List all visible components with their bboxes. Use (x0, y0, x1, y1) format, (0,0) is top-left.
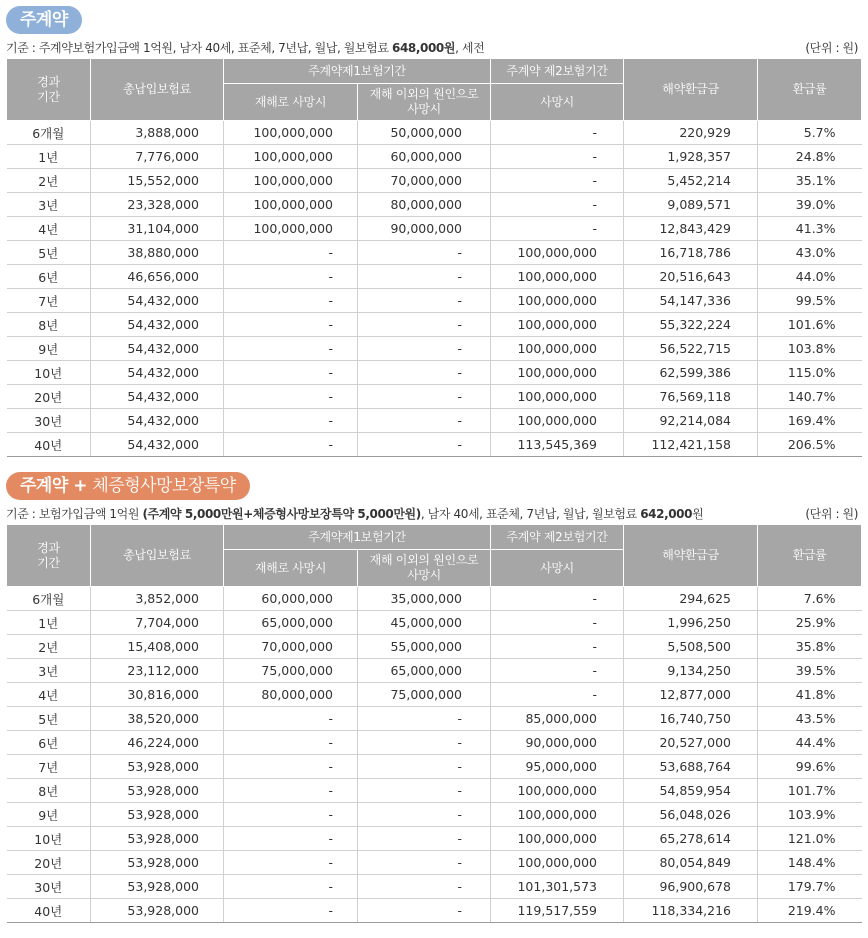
header-total-premium: 총납입보험료 (91, 525, 224, 587)
header-death: 사망시 (491, 84, 624, 121)
non-accident-death-cell: - (358, 313, 491, 337)
death-cell: 113,545,369 (491, 433, 624, 457)
non-accident-death-cell: - (358, 409, 491, 433)
period-cell: 10년 (7, 827, 91, 851)
death-cell: - (491, 217, 624, 241)
total-premium-cell: 7,704,000 (91, 611, 224, 635)
table-row (7, 193, 862, 217)
rate-cell: 121.0% (758, 827, 862, 851)
table-row (7, 851, 862, 875)
death-cell: 100,000,000 (491, 409, 624, 433)
accident-death-cell: 100,000,000 (224, 145, 358, 169)
rate-cell: 219.4% (758, 899, 862, 923)
refund-cell: 56,522,715 (624, 337, 758, 361)
rate-cell: 44.4% (758, 731, 862, 755)
table-row (7, 121, 862, 145)
non-accident-death-cell: 80,000,000 (358, 193, 491, 217)
rate-cell: 99.5% (758, 289, 862, 313)
total-premium-cell: 23,112,000 (91, 659, 224, 683)
header-period: 경과 기간 (7, 525, 91, 587)
non-accident-death-cell: 35,000,000 (358, 587, 491, 611)
refund-cell: 76,569,118 (624, 385, 758, 409)
basis-caption: 기준 : 보험가입금액 1억원 (주계약 5,000만원+체증형사망보장특약 5,000만원), 남자 40세, 표준체, 7년납, 월납, 월보험료 642,000원 (단위 : 원) (0, 504, 868, 524)
refund-cell: 56,048,026 (624, 803, 758, 827)
table-row (7, 707, 862, 731)
total-premium-cell: 53,928,000 (91, 779, 224, 803)
rate-cell: 7.6% (758, 587, 862, 611)
rate-cell: 41.3% (758, 217, 862, 241)
total-premium-cell: 53,928,000 (91, 755, 224, 779)
accident-death-cell: - (224, 313, 358, 337)
period-cell: 7년 (7, 289, 91, 313)
period-cell: 6년 (7, 265, 91, 289)
period-cell: 2년 (7, 635, 91, 659)
total-premium-cell: 54,432,000 (91, 433, 224, 457)
total-premium-cell: 53,928,000 (91, 875, 224, 899)
section-title-main-contract: 주계약 (6, 6, 82, 34)
accident-death-cell: 75,000,000 (224, 659, 358, 683)
header-non-accident-death: 재해 이외의 원인으로 사망시 (358, 550, 491, 587)
death-cell: 90,000,000 (491, 731, 624, 755)
table-row (7, 433, 862, 457)
table-row (7, 409, 862, 433)
period-cell: 30년 (7, 875, 91, 899)
table-row (7, 635, 862, 659)
rate-cell: 43.0% (758, 241, 862, 265)
table-row (7, 313, 862, 337)
table-row (7, 289, 862, 313)
non-accident-death-cell: - (358, 731, 491, 755)
accident-death-cell: 100,000,000 (224, 217, 358, 241)
period-cell: 5년 (7, 707, 91, 731)
main-plus-rider-section (0, 472, 868, 923)
non-accident-death-cell: 60,000,000 (358, 145, 491, 169)
total-premium-cell: 53,928,000 (91, 803, 224, 827)
table-row (7, 803, 862, 827)
total-premium-cell: 3,888,000 (91, 121, 224, 145)
death-cell: 100,000,000 (491, 313, 624, 337)
total-premium-cell: 3,852,000 (91, 587, 224, 611)
table-row (7, 337, 862, 361)
refund-cell: 16,718,786 (624, 241, 758, 265)
non-accident-death-cell: - (358, 899, 491, 923)
header-total-premium: 총납입보험료 (91, 59, 224, 121)
total-premium-cell: 38,520,000 (91, 707, 224, 731)
refund-cell: 1,996,250 (624, 611, 758, 635)
non-accident-death-cell: - (358, 289, 491, 313)
death-cell: 100,000,000 (491, 851, 624, 875)
death-cell: 100,000,000 (491, 779, 624, 803)
table-row (7, 611, 862, 635)
death-cell: 100,000,000 (491, 385, 624, 409)
table-row (7, 265, 862, 289)
total-premium-cell: 46,224,000 (91, 731, 224, 755)
table-row (7, 755, 862, 779)
period-cell: 3년 (7, 193, 91, 217)
refund-cell: 12,843,429 (624, 217, 758, 241)
death-cell: 100,000,000 (491, 337, 624, 361)
death-cell: 100,000,000 (491, 289, 624, 313)
refund-cell: 12,877,000 (624, 683, 758, 707)
rate-cell: 5.7% (758, 121, 862, 145)
non-accident-death-cell: - (358, 707, 491, 731)
period-cell: 4년 (7, 683, 91, 707)
table-row (7, 145, 862, 169)
period-cell: 10년 (7, 361, 91, 385)
accident-death-cell: 80,000,000 (224, 683, 358, 707)
refund-cell: 96,900,678 (624, 875, 758, 899)
total-premium-cell: 54,432,000 (91, 313, 224, 337)
period-cell: 20년 (7, 851, 91, 875)
refund-cell: 65,278,614 (624, 827, 758, 851)
death-cell: - (491, 587, 624, 611)
rate-cell: 115.0% (758, 361, 862, 385)
accident-death-cell: - (224, 241, 358, 265)
total-premium-cell: 53,928,000 (91, 899, 224, 923)
unit-label: (단위 : 원) (805, 41, 858, 55)
death-cell: 85,000,000 (491, 707, 624, 731)
total-premium-cell: 23,328,000 (91, 193, 224, 217)
table-row (7, 779, 862, 803)
header-second-period: 주계약 제2보험기간 (491, 59, 624, 84)
non-accident-death-cell: 65,000,000 (358, 659, 491, 683)
refund-cell: 16,740,750 (624, 707, 758, 731)
header-rate: 환급률 (758, 59, 862, 121)
total-premium-cell: 53,928,000 (91, 827, 224, 851)
accident-death-cell: - (224, 899, 358, 923)
accident-death-cell: 100,000,000 (224, 121, 358, 145)
period-cell: 9년 (7, 803, 91, 827)
total-premium-cell: 30,816,000 (91, 683, 224, 707)
refund-cell: 5,508,500 (624, 635, 758, 659)
non-accident-death-cell: - (358, 875, 491, 899)
rate-cell: 43.5% (758, 707, 862, 731)
refund-cell: 118,334,216 (624, 899, 758, 923)
total-premium-cell: 15,552,000 (91, 169, 224, 193)
rate-cell: 39.0% (758, 193, 862, 217)
rate-cell: 140.7% (758, 385, 862, 409)
table-row (7, 361, 862, 385)
refund-table (6, 58, 862, 457)
table-row (7, 875, 862, 899)
accident-death-cell: - (224, 289, 358, 313)
death-cell: 100,000,000 (491, 241, 624, 265)
accident-death-cell: - (224, 337, 358, 361)
accident-death-cell: - (224, 851, 358, 875)
refund-cell: 62,599,386 (624, 361, 758, 385)
death-cell: - (491, 145, 624, 169)
table-row (7, 659, 862, 683)
rate-cell: 179.7% (758, 875, 862, 899)
period-cell: 3년 (7, 659, 91, 683)
period-cell: 4년 (7, 217, 91, 241)
refund-cell: 9,089,571 (624, 193, 758, 217)
total-premium-cell: 54,432,000 (91, 289, 224, 313)
header-refund: 해약환급금 (624, 59, 758, 121)
total-premium-cell: 54,432,000 (91, 337, 224, 361)
refund-cell: 294,625 (624, 587, 758, 611)
refund-cell: 55,322,224 (624, 313, 758, 337)
non-accident-death-cell: - (358, 385, 491, 409)
table-row (7, 587, 862, 611)
accident-death-cell: 100,000,000 (224, 169, 358, 193)
accident-death-cell: - (224, 755, 358, 779)
header-accident-death: 재해로 사망시 (224, 550, 358, 587)
non-accident-death-cell: - (358, 779, 491, 803)
header-first-period: 주계약제1보험기간 (224, 59, 491, 84)
total-premium-cell: 15,408,000 (91, 635, 224, 659)
header-refund: 해약환급금 (624, 525, 758, 587)
unit-label: (단위 : 원) (805, 507, 858, 521)
period-cell: 7년 (7, 755, 91, 779)
table-row (7, 683, 862, 707)
period-cell: 1년 (7, 611, 91, 635)
refund-cell: 80,054,849 (624, 851, 758, 875)
main-contract-section (0, 6, 868, 457)
non-accident-death-cell: - (358, 241, 491, 265)
total-premium-cell: 7,776,000 (91, 145, 224, 169)
non-accident-death-cell: 45,000,000 (358, 611, 491, 635)
rate-cell: 35.1% (758, 169, 862, 193)
death-cell: - (491, 611, 624, 635)
total-premium-cell: 38,880,000 (91, 241, 224, 265)
accident-death-cell: - (224, 707, 358, 731)
total-premium-cell: 54,432,000 (91, 385, 224, 409)
period-cell: 8년 (7, 313, 91, 337)
section-title-main-plus-rider: 주계약 + 체증형사망보장특약 (6, 472, 250, 500)
death-cell: - (491, 121, 624, 145)
accident-death-cell: 65,000,000 (224, 611, 358, 635)
period-cell: 6개월 (7, 121, 91, 145)
non-accident-death-cell: 90,000,000 (358, 217, 491, 241)
table-row (7, 827, 862, 851)
death-cell: 101,301,573 (491, 875, 624, 899)
non-accident-death-cell: 55,000,000 (358, 635, 491, 659)
death-cell: - (491, 635, 624, 659)
period-cell: 5년 (7, 241, 91, 265)
refund-cell: 53,688,764 (624, 755, 758, 779)
header-period: 경과 기간 (7, 59, 91, 121)
non-accident-death-cell: - (358, 803, 491, 827)
rate-cell: 41.8% (758, 683, 862, 707)
rate-cell: 103.9% (758, 803, 862, 827)
refund-table (6, 524, 862, 923)
accident-death-cell: - (224, 361, 358, 385)
rate-cell: 25.9% (758, 611, 862, 635)
period-cell: 30년 (7, 409, 91, 433)
total-premium-cell: 31,104,000 (91, 217, 224, 241)
table-row (7, 385, 862, 409)
accident-death-cell: - (224, 265, 358, 289)
non-accident-death-cell: - (358, 361, 491, 385)
refund-cell: 20,516,643 (624, 265, 758, 289)
accident-death-cell: - (224, 385, 358, 409)
refund-cell: 220,929 (624, 121, 758, 145)
non-accident-death-cell: 50,000,000 (358, 121, 491, 145)
header-accident-death: 재해로 사망시 (224, 84, 358, 121)
non-accident-death-cell: - (358, 851, 491, 875)
accident-death-cell: - (224, 731, 358, 755)
header-rate: 환급률 (758, 525, 862, 587)
death-cell: 100,000,000 (491, 265, 624, 289)
non-accident-death-cell: - (358, 265, 491, 289)
period-cell: 40년 (7, 899, 91, 923)
death-cell: 100,000,000 (491, 827, 624, 851)
death-cell: - (491, 193, 624, 217)
death-cell: - (491, 169, 624, 193)
rate-cell: 169.4% (758, 409, 862, 433)
header-second-period: 주계약 제2보험기간 (491, 525, 624, 550)
period-cell: 6년 (7, 731, 91, 755)
header-death: 사망시 (491, 550, 624, 587)
accident-death-cell: - (224, 803, 358, 827)
accident-death-cell: 60,000,000 (224, 587, 358, 611)
rate-cell: 101.6% (758, 313, 862, 337)
rate-cell: 35.8% (758, 635, 862, 659)
death-cell: 100,000,000 (491, 361, 624, 385)
death-cell: - (491, 683, 624, 707)
table-row (7, 169, 862, 193)
death-cell: - (491, 659, 624, 683)
rate-cell: 99.6% (758, 755, 862, 779)
death-cell: 95,000,000 (491, 755, 624, 779)
basis-caption: 기준 : 주계약보험가입금액 1억원, 남자 40세, 표준체, 7년납, 월납, 월보험료 648,000원, 세전 (단위 : 원) (0, 38, 868, 58)
refund-cell: 5,452,214 (624, 169, 758, 193)
non-accident-death-cell: 75,000,000 (358, 683, 491, 707)
table-row (7, 899, 862, 923)
period-cell: 20년 (7, 385, 91, 409)
accident-death-cell: - (224, 827, 358, 851)
non-accident-death-cell: 70,000,000 (358, 169, 491, 193)
total-premium-cell: 53,928,000 (91, 851, 224, 875)
total-premium-cell: 54,432,000 (91, 361, 224, 385)
accident-death-cell: - (224, 779, 358, 803)
rate-cell: 24.8% (758, 145, 862, 169)
refund-cell: 20,527,000 (624, 731, 758, 755)
accident-death-cell: - (224, 409, 358, 433)
header-first-period: 주계약제1보험기간 (224, 525, 491, 550)
refund-cell: 9,134,250 (624, 659, 758, 683)
rate-cell: 148.4% (758, 851, 862, 875)
non-accident-death-cell: - (358, 755, 491, 779)
rate-cell: 39.5% (758, 659, 862, 683)
accident-death-cell: 100,000,000 (224, 193, 358, 217)
period-cell: 8년 (7, 779, 91, 803)
refund-cell: 112,421,158 (624, 433, 758, 457)
non-accident-death-cell: - (358, 827, 491, 851)
rate-cell: 206.5% (758, 433, 862, 457)
header-non-accident-death: 재해 이외의 원인으로 사망시 (358, 84, 491, 121)
table-row (7, 731, 862, 755)
rate-cell: 101.7% (758, 779, 862, 803)
death-cell: 100,000,000 (491, 803, 624, 827)
period-cell: 6개월 (7, 587, 91, 611)
total-premium-cell: 46,656,000 (91, 265, 224, 289)
period-cell: 9년 (7, 337, 91, 361)
accident-death-cell: 70,000,000 (224, 635, 358, 659)
non-accident-death-cell: - (358, 433, 491, 457)
refund-cell: 1,928,357 (624, 145, 758, 169)
table-row (7, 217, 862, 241)
refund-cell: 54,147,336 (624, 289, 758, 313)
total-premium-cell: 54,432,000 (91, 409, 224, 433)
accident-death-cell: - (224, 875, 358, 899)
period-cell: 2년 (7, 169, 91, 193)
period-cell: 40년 (7, 433, 91, 457)
refund-cell: 92,214,084 (624, 409, 758, 433)
refund-cell: 54,859,954 (624, 779, 758, 803)
table-row (7, 241, 862, 265)
accident-death-cell: - (224, 433, 358, 457)
rate-cell: 44.0% (758, 265, 862, 289)
non-accident-death-cell: - (358, 337, 491, 361)
rate-cell: 103.8% (758, 337, 862, 361)
period-cell: 1년 (7, 145, 91, 169)
death-cell: 119,517,559 (491, 899, 624, 923)
